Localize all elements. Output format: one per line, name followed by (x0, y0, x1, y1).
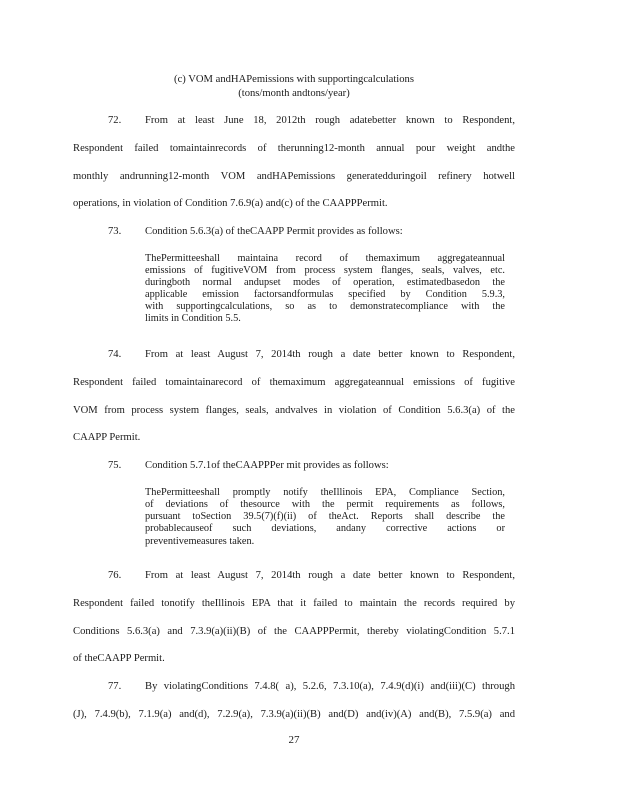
paragraph-76-line-1: 76. From at least August 7, 2014th rough a date better known to Respondent, (108, 570, 515, 581)
quote-73-line-4: applicable emission factorsandformulas specified by Condition 5.9.3, (145, 289, 505, 300)
paragraph-77-line-1: 77. By violatingConditions 7.4.8( a), 5.2.6, 7.3.10(a), 7.4.9(d)(i) and(iii)(C) through (108, 681, 515, 692)
paragraph-number: 74. (108, 349, 122, 360)
paragraph-75-lead: 75. Condition 5.7.1of theCAAPPPer mit provides as follows: (108, 460, 389, 471)
quote-73-line-2: emissions of fugitiveVOM from process system flanges, seals, valves, etc. (145, 265, 505, 276)
paragraph-74-line-2: Respondent failed tomaintainarecord of themaximum aggregateannual emissions of fugitive (73, 377, 515, 388)
paragraph-72-line-3: monthly andrunning12-month VOM andHAPemissions generatedduringoil refinery hotwell (73, 171, 515, 182)
quote-73-line-1: ThePermitteeshall maintaina record of themaximum aggregateannual (145, 253, 505, 264)
paragraph-number: 72. (108, 115, 122, 126)
paragraph-73-lead: 73. Condition 5.6.3(a) of theCAAPP Permit provides as follows: (108, 226, 403, 237)
paragraph-74-line-3: VOM from process system flanges, seals, andvalves in violation of Condition 5.6.3(a) of the (73, 405, 515, 416)
paragraph-number: 76. (108, 570, 122, 581)
quote-75-line-5: preventivemeasures taken. (145, 536, 255, 547)
paragraph-72-line-2: Respondent failed tomaintainrecords of therunning12-month annual pour weight andthe (73, 143, 515, 154)
paragraph-76-line-4: of theCAAPP Permit. (73, 653, 165, 664)
quote-75-line-3: pursuant toSection 39.5(7)(f)(ii) of theAct. Reports shall describe the (145, 511, 505, 522)
quote-75-line-1: ThePermitteeshall promptly notify theIllinois EPA, Compliance Section, (145, 487, 505, 498)
header-line-1: (c) VOM andHAPemissions with supportingcalculations (174, 74, 414, 85)
paragraph-77-line-2: (J), 7.4.9(b), 7.1.9(a) and(d), 7.2.9(a), 7.3.9(a)(ii)(B) and(D) and(iv)(A) and(B), 7.5.9(a) and (73, 709, 515, 720)
quote-75-line-4: probablecauseof such deviations, andany corrective actions or (145, 523, 505, 534)
paragraph-number: 73. (108, 226, 122, 237)
quote-73-line-6: limits in Condition 5.5. (145, 313, 241, 324)
paragraph-76-line-2: Respondent failed tonotify theIllinois EPA that it failed to maintain the records required by (73, 598, 515, 609)
quote-73-line-3: duringboth normal andupset modes of operation, estimatedbasedon the (145, 277, 505, 288)
paragraph-number: 75. (108, 460, 122, 471)
paragraph-76-line-3: Conditions 5.6.3(a) and 7.3.9(a)(ii)(B) of the CAAPPPermit, thereby violatingCondition 5.7.1 (73, 626, 515, 637)
page-number: 27 (288, 734, 300, 746)
paragraph-72-line-4: operations, in violation of Condition 7.6.9(a) and(c) of the CAAPPPermit. (73, 198, 388, 209)
quote-73-line-5: with supportingcalculations, so as to demonstratecompliance with the (145, 301, 505, 312)
paragraph-74-line-4: CAAPP Permit. (73, 432, 141, 443)
header-line-2: (tons/month andtons/year) (238, 88, 350, 99)
quote-75-line-2: of deviations of thesource with the permit requirements as follows, (145, 499, 505, 510)
paragraph-72-line-1: 72. From at least June 18, 2012th rough adatebetter known to Respondent, (108, 115, 515, 126)
paragraph-74-line-1: 74. From at least August 7, 2014th rough a date better known to Respondent, (108, 349, 515, 360)
paragraph-number: 77. (108, 681, 122, 692)
